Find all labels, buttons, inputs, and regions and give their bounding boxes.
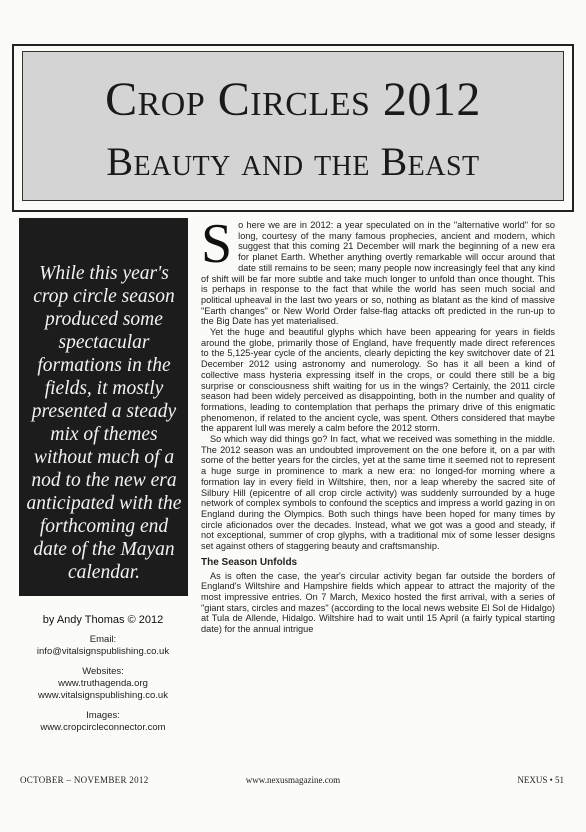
footer-issue-date: OCTOBER – NOVEMBER 2012 bbox=[20, 775, 149, 785]
email-label: Email: bbox=[89, 634, 117, 645]
author-credits bbox=[10, 614, 196, 750]
images-link[interactable]: www.cropcircleconnector.com bbox=[40, 722, 166, 733]
drop-cap: S bbox=[201, 213, 233, 275]
pullquote-text: While this year's crop circle season produced some spectacular formations in the fields, it mostly presented a steady mix of themes without much of a nod to the new era anticipated with the forthcoming end date of the Mayan calendar. bbox=[26, 263, 182, 583]
section-heading: The Season Unfolds bbox=[201, 556, 298, 568]
website-link-2[interactable]: www.vitalsignspublishing.co.uk bbox=[38, 690, 168, 701]
byline: by Andy Thomas © 2012 bbox=[42, 614, 164, 626]
paragraph-4: As is often the case, the year's circular activity began far outside the borders of England's Wiltshire and Hampshire fields which appear to attract the majority of the most impressive entries. On 7 March, Mexico hosted the first arrival, with a series of "giant stars, circles and mazes" (according to the local news website El Sol de Hidalgo) at Tula de Allende, Hidalgo. Wiltshire had to wait until 15 April (a fairly typical starting date) for the annual intrigue bbox=[201, 570, 555, 635]
footer-page-number: NEXUS • 51 bbox=[517, 775, 564, 785]
paragraph-3: So which way did things go? In fact, what we received was something in the middle. The 2012 season was an undoubted improvement on the one before it, on a par with some of the better years for the circles, yet at the same time it seemed not to represent a huge surge in prominence to mark a new era: no longed-for morning where a formation lay in every field in Wiltshire, then, nor a leap whereby the sacred site of Silbury Hill (epicentre of all crop circle activity) was suddenly surrounded by a huge network of complex symbols to confound the sceptics and impress a world gazing in on England during the Olympics. Both such things have been hoped for many times by circle aficionados over the decades. Instead, what we got was a good and steady, if not exceptional, summer of crop glyphs, with a traditional mix of some lesser designs set against others of staggering beauty and craftsmanship. bbox=[201, 434, 555, 552]
article-title: Crop Circles 2012 bbox=[105, 73, 481, 126]
article-subtitle: Beauty and the Beast bbox=[106, 139, 480, 184]
paragraph-1-text: o here we are in 2012: a year speculated on in the "alternative world" for so long, courtesy of the many famous prophecies, ancient and modern, which suggest that this coming 21 December will mark the beginning of a new era for planet Earth. Whether anything overtly remarkable will occur around that date still remains to be seen; many people now increasingly feel that any kind of shift will be far more subtle and take much longer to unfold than once thought. This is perhaps in response to the fact that while the world has seen much social and political upheaval in the last two years or so, nothing as blatant as the kind of massive "Earth changes" or New World Order false-flag attacks oft predicted in the run-up to the Big Date has yet materialised. bbox=[201, 220, 555, 327]
paragraph-2: Yet the huge and beautiful glyphs which have been appearing for years in fields around the globe, primarily those of England, have frequently made direct references to the 5,125-year cycle of the ancients, clearly depicting the key switchover date of 21 December 2012 using astronomy and numerology. So has it all been a kind of collective mass hysteria expressing itself in the crops, or could there still be a big surprise or consciousness shift waiting for us in the wings? Certainly, the 2011 circle season had been widely perceived as disappointing, both in the number and quality of formations, leading to contemplation that perhaps the primary drive of this enigmatic phenomenon, if related to the ancient cycle, was spent. Others considered that maybe the apparent lull was merely a calm before the 2012 storm. bbox=[201, 327, 555, 434]
article-body bbox=[201, 213, 555, 635]
website-link-1[interactable]: www.truthagenda.org bbox=[58, 678, 148, 689]
footer-website[interactable]: www.nexusmagazine.com bbox=[245, 775, 341, 785]
email-address[interactable]: info@vitalsignspublishing.co.uk bbox=[36, 646, 170, 657]
images-label: Images: bbox=[86, 710, 120, 721]
websites-label: Websites: bbox=[82, 666, 124, 677]
paragraph-1 bbox=[201, 213, 555, 327]
